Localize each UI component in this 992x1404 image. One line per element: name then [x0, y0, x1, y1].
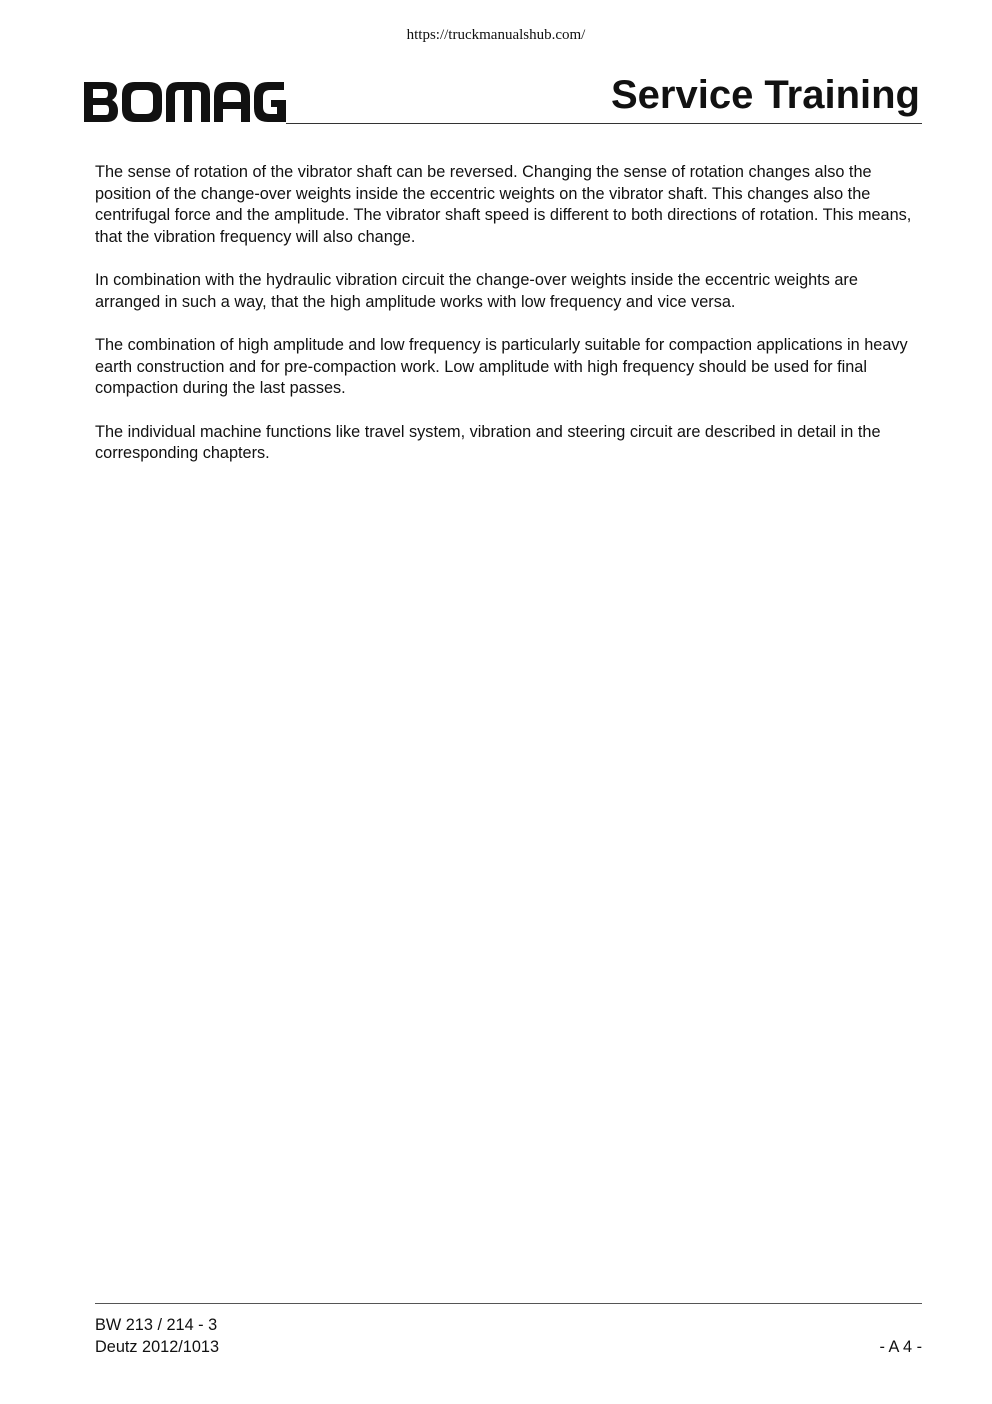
paragraph-compaction: The combination of high amplitude and low frequency is particularly suitable for compaction applications in heavy earth construction and for pre-compaction work. Low amplitude with high frequency should be used for final compaction during the last passes.: [95, 336, 908, 397]
paragraph-hydraulic-circuit: In combination with the hydraulic vibration circuit the change-over weights inside the eccentric weights are arranged in such a way, that the high amplitude works with low frequency and vice versa.: [95, 271, 858, 311]
header-divider: [286, 123, 922, 124]
footer-divider: [95, 1303, 922, 1304]
page-header-title: Service Training: [610, 73, 920, 117]
footer-engine: Deutz 2012/1013: [95, 1338, 220, 1356]
page-number: - A 4 -: [879, 1338, 922, 1356]
paragraph-rotation: The sense of rotation of the vibrator shaft can be reversed. Changing the sense of rotation changes also the position of the change-over weights inside the eccentric weights on the vibrator shaft. This changes also the centrifugal force and the amplitude. The vibrator shaft speed is different to both directions of rotation. This means, that the vibration frequency will also change.: [95, 163, 912, 246]
source-url: https://truckmanualshub.com/: [406, 27, 586, 43]
bomag-logo: [84, 80, 286, 124]
footer-model: BW 213 / 214 - 3: [95, 1316, 218, 1334]
document-body: [95, 162, 925, 487]
paragraph-machine-functions: The individual machine functions like travel system, vibration and steering circuit are described in detail in the corresponding chapters.: [95, 422, 881, 462]
footer-model-info: [95, 1314, 219, 1358]
